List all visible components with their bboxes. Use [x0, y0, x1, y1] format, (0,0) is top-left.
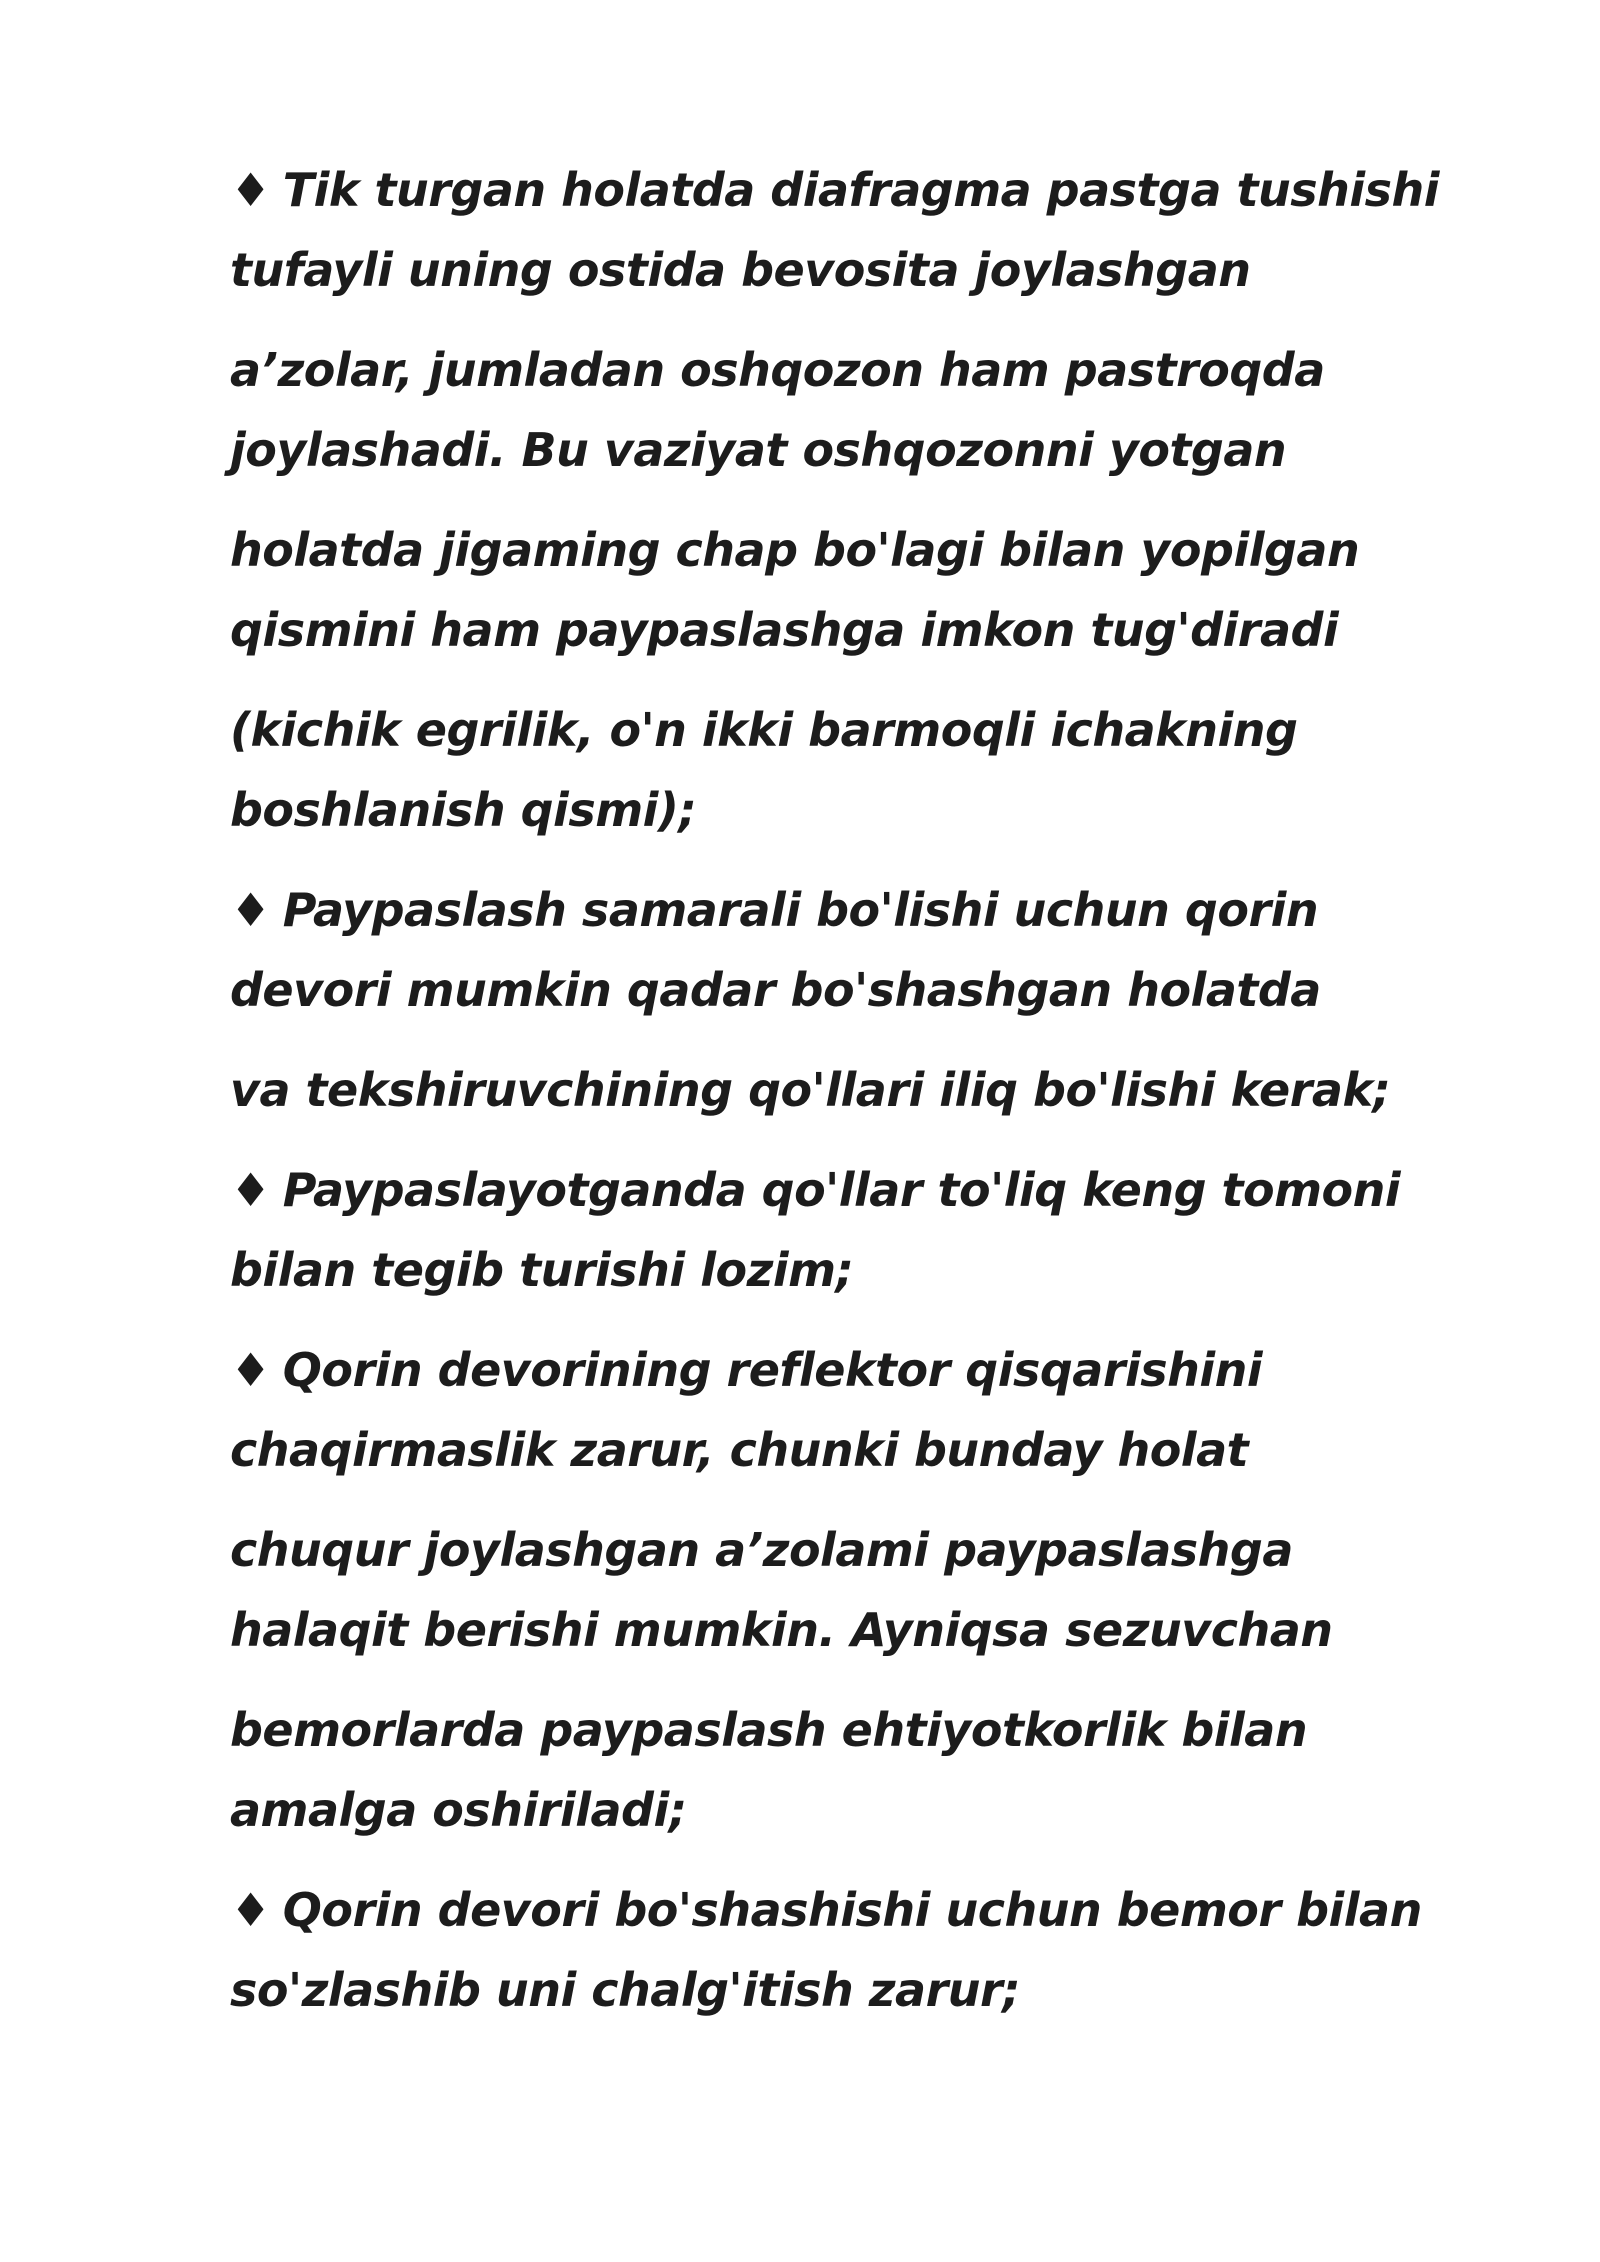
- text-line: [230, 1770, 1530, 1850]
- line-text: chuqur joylashgan a’zolami paypaslashga: [230, 1523, 1293, 1577]
- text-line: [230, 950, 1530, 1030]
- line-text: Tik turgan holatda diafragma pastga tushishi: [282, 163, 1440, 217]
- line-text: tufayli uning ostida bevosita joylashgan: [230, 243, 1251, 297]
- text-line: [230, 1590, 1530, 1670]
- line-text: chaqirmaslik zarur, chunki bunday holat: [230, 1423, 1249, 1477]
- text-line: [230, 770, 1530, 850]
- text-line: [230, 230, 1530, 310]
- document-body: [230, 150, 1530, 2030]
- line-text: amalga oshiriladi;: [230, 1783, 687, 1837]
- line-text: holatda jigaming chap bo'lagi bilan yopilgan: [230, 523, 1360, 577]
- line-text: bemorlarda paypaslash ehtiyotkorlik bilan: [230, 1703, 1308, 1757]
- text-line: [230, 1950, 1530, 2030]
- text-line: [230, 510, 1530, 590]
- text-line: [230, 1510, 1530, 1590]
- line-text: Qorin devorining reflektor qisqarishini: [282, 1343, 1263, 1397]
- line-text: bilan tegib turishi lozim;: [230, 1243, 854, 1297]
- text-line: [230, 590, 1530, 670]
- text-line: [230, 870, 1530, 950]
- line-text: halaqit berishi mumkin. Ayniqsa sezuvchan: [230, 1603, 1333, 1657]
- line-text: Paypaslash samarali bo'lishi uchun qorin: [282, 883, 1319, 937]
- text-line: [230, 690, 1530, 770]
- line-text: va tekshiruvchining qo'llari iliq bo'lishi kerak;: [230, 1063, 1391, 1117]
- text-line: [230, 1410, 1530, 1490]
- diamond-bullet-icon: ♦: [230, 1343, 271, 1397]
- line-text: joylashadi. Bu vaziyat oshqozonni yotgan: [230, 423, 1287, 477]
- text-line: [230, 330, 1530, 410]
- line-text: a’zolar, jumladan oshqozon ham pastroqda: [230, 343, 1325, 397]
- line-text: qismini ham paypaslashga imkon tug'diradi: [230, 603, 1339, 657]
- diamond-bullet-icon: ♦: [230, 1163, 271, 1217]
- line-text: Qorin devori bo'shashishi uchun bemor bilan: [282, 1883, 1422, 1937]
- line-text: boshlanish qismi);: [230, 783, 697, 837]
- line-text: Paypaslayotganda qo'llar to'liq keng tomoni: [282, 1163, 1401, 1217]
- line-text: so'zlashib uni chalg'itish zarur;: [230, 1963, 1021, 2017]
- text-line: [230, 1050, 1530, 1130]
- diamond-bullet-icon: ♦: [230, 883, 271, 937]
- diamond-bullet-icon: ♦: [230, 1883, 271, 1937]
- line-text: (kichik egrilik, o'n ikki barmoqli ichakning: [230, 703, 1298, 757]
- text-line: [230, 1330, 1530, 1410]
- text-line: [230, 1230, 1530, 1310]
- text-line: [230, 1150, 1530, 1230]
- text-line: [230, 1690, 1530, 1770]
- text-line: [230, 410, 1530, 490]
- text-line: [230, 150, 1530, 230]
- text-line: [230, 1870, 1530, 1950]
- diamond-bullet-icon: ♦: [230, 163, 271, 217]
- line-text: devori mumkin qadar bo'shashgan holatda: [230, 963, 1321, 1017]
